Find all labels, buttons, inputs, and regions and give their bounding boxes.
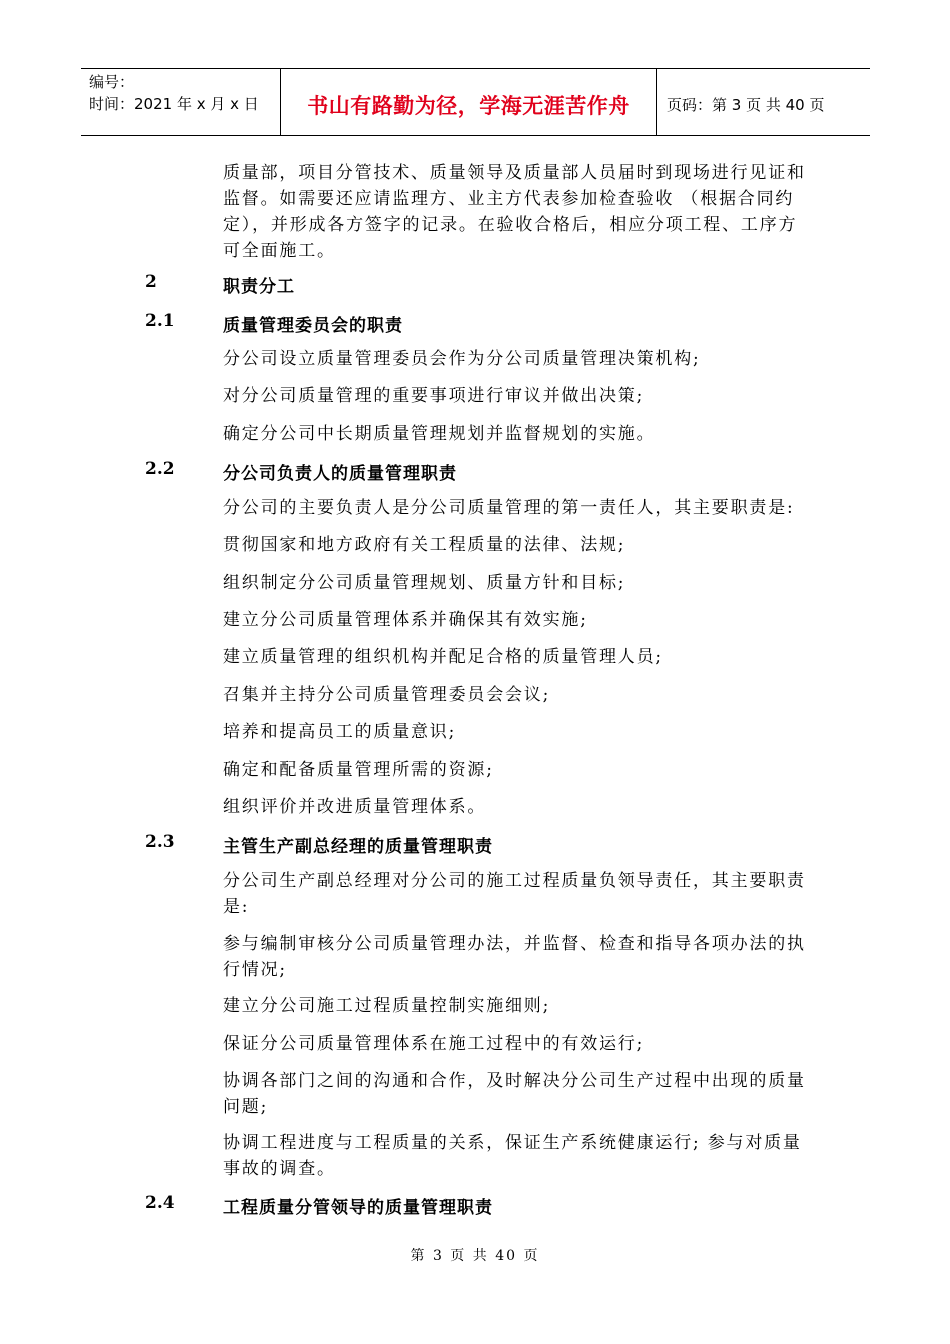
- list-item: 分公司的主要负责人是分公司质量管理的第一责任人，其主要职责是:: [223, 498, 795, 518]
- list-item: 协调工程进度与工程质量的关系，保证生产系统健康运行; 参与对质量事故的调查。: [223, 1133, 802, 1179]
- section-heading-2-3: [145, 832, 493, 857]
- list-item: 组织制定分公司质量管理规划、质量方针和目标;: [223, 573, 626, 593]
- section-number: 2.1: [145, 311, 175, 331]
- list-item: 贯彻国家和地方政府有关工程质量的法律、法规;: [223, 535, 626, 555]
- section-title: 工程质量分管领导的质量管理职责: [223, 1198, 493, 1218]
- section-heading-2-2: [145, 459, 457, 484]
- list-item: 培养和提高员工的质量意识;: [223, 722, 457, 742]
- list-item: 确定和配备质量管理所需的资源;: [223, 760, 494, 780]
- intro-paragraph: 质量部，项目分管技术、质量领导及质量部人员届时到现场进行见证和监督。如需要还应请监理方、业主方代表参加检查验收 （根据合同约定），并形成各方签字的记录。在验收合格后，相应分项工程、工序方可全面施工。: [223, 163, 806, 261]
- list-item: 召集并主持分公司质量管理委员会会议;: [223, 685, 551, 705]
- header-meta: [81, 69, 281, 135]
- list-item: 建立分公司施工过程质量控制实施细则;: [223, 996, 551, 1016]
- list-item: 协调各部门之间的沟通和合作，及时解决分公司生产过程中出现的质量问题;: [223, 1071, 806, 1117]
- list-item: 建立分公司质量管理体系并确保其有效实施;: [223, 610, 588, 630]
- list-item: 组织评价并改进质量管理体系。: [223, 797, 487, 817]
- list-item: 保证分公司质量管理体系在施工过程中的有效运行;: [223, 1034, 645, 1054]
- section-number: 2.3: [145, 832, 175, 852]
- list-item: 参与编制审核分公司质量管理办法，并监督、检查和指导各项办法的执行情况;: [223, 934, 806, 980]
- list-item: 分公司生产副总经理对分公司的施工过程质量负领导责任，其主要职责是:: [223, 871, 806, 917]
- section-number: 2.4: [145, 1193, 175, 1213]
- section-number: 2: [145, 272, 157, 292]
- list-item: 建立质量管理的组织机构并配足合格的质量管理人员;: [223, 647, 663, 667]
- header-motto: 书山有路勤为径，学海无涯苦作舟: [281, 69, 657, 135]
- list-item: 确定分公司中长期质量管理规划并监督规划的实施。: [223, 424, 656, 444]
- section-number: 2.2: [145, 459, 175, 479]
- section-heading-2: [145, 272, 295, 297]
- section-title: 质量管理委员会的职责: [223, 316, 403, 336]
- section-heading-2-1: [145, 311, 403, 336]
- list-item: 对分公司质量管理的重要事项进行审议并做出决策;: [223, 386, 645, 406]
- page-footer: 第 3 页 共 40 页: [410, 1248, 540, 1264]
- section-title: 职责分工: [223, 277, 295, 297]
- list-item: 分公司设立质量管理委员会作为分公司质量管理决策机构;: [223, 349, 701, 369]
- page-header: [81, 68, 870, 136]
- section-heading-2-4: [145, 1193, 493, 1218]
- header-page-info: 页码：第 3 页 共 40 页: [667, 95, 825, 114]
- document-date: 时间：2021 年 x 月 x 日: [89, 95, 259, 113]
- section-title: 分公司负责人的质量管理职责: [223, 464, 457, 484]
- section-title: 主管生产副总经理的质量管理职责: [223, 837, 493, 857]
- document-number-label: 编号：: [89, 73, 135, 91]
